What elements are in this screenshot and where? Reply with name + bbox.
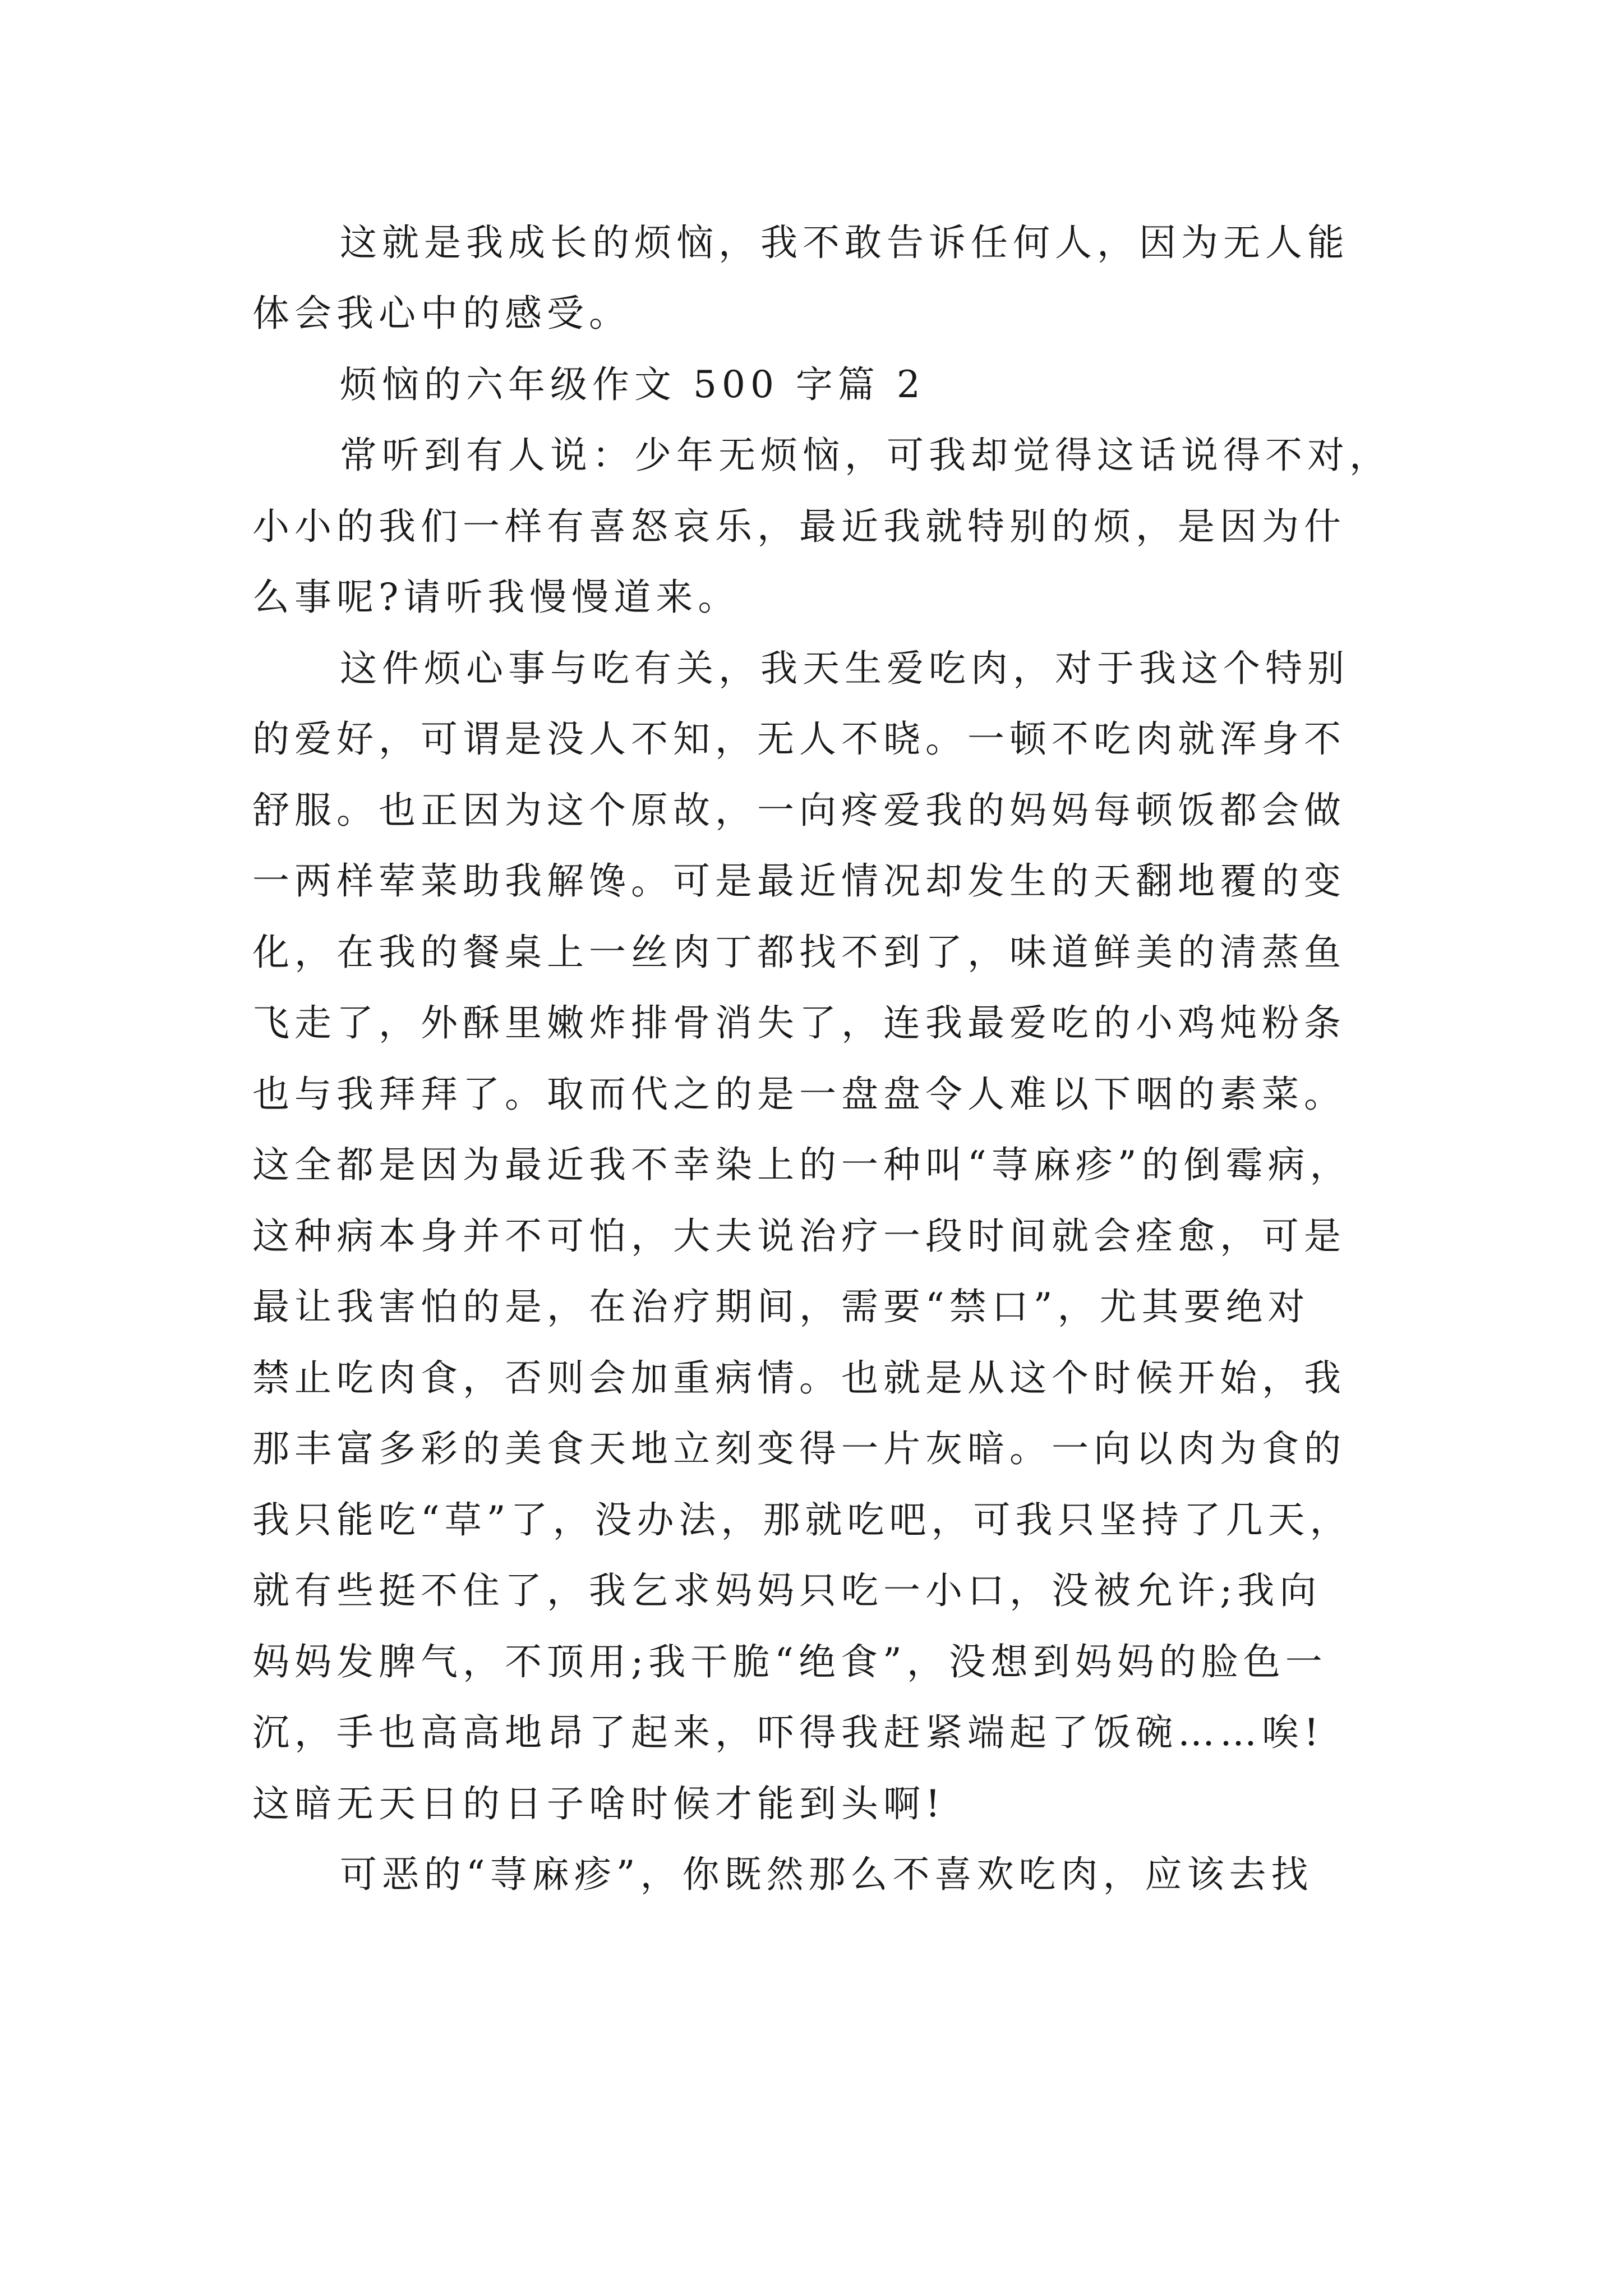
paragraph-3-line-9: 这种病本身并不可怕，大夫说治疗一段时间就会痊愈，可是 bbox=[252, 1214, 1346, 1258]
paragraph-3-line-6: 飞走了，外酥里嫩炸排骨消失了，连我最爱吃的小鸡炖粉条 bbox=[252, 1001, 1346, 1045]
paragraph-4-line-1: 可恶的“荨麻疹”，你既然那么不喜欢吃肉，应该去找 bbox=[340, 1853, 1313, 1896]
paragraph-3-line-3: 舒服。也正因为这个原故，一向疼爱我的妈妈每顿饭都会做 bbox=[252, 789, 1346, 832]
paragraph-2-line-2: 小小的我们一样有喜怒哀乐，最近我就特别的烦，是因为什 bbox=[252, 505, 1346, 548]
paragraph-3-line-7: 也与我拜拜了。取而代之的是一盘盘令人难以下咽的素菜。 bbox=[252, 1073, 1346, 1116]
paragraph-3-line-12: 那丰富多彩的美食天地立刻变得一片灰暗。一向以肉为食的 bbox=[252, 1427, 1346, 1470]
paragraph-3-line-5: 化，在我的餐桌上一丝肉丁都找不到了，味道鲜美的清蒸鱼 bbox=[252, 931, 1346, 974]
paragraph-3-line-13: 我只能吃“草”了，没办法，那就吃吧，可我只坚持了几天， bbox=[252, 1498, 1352, 1542]
paragraph-3-line-16: 沉，手也高高地昂了起来，吓得我赶紧端起了饭碗……唉! bbox=[252, 1711, 1324, 1754]
paragraph-3-line-14: 就有些挺不住了，我乞求妈妈只吃一小口，没被允许;我向 bbox=[252, 1569, 1322, 1612]
paragraph-1-line-1: 这就是我成长的烦恼，我不敢告诉任何人，因为无人能 bbox=[340, 221, 1349, 264]
paragraph-3-line-15: 妈妈发脾气，不顶用;我干脆“绝食”，没想到妈妈的脸色一 bbox=[252, 1640, 1327, 1683]
paragraph-3-line-4: 一两样荤菜助我解馋。可是最近情况却发生的天翻地覆的变 bbox=[252, 859, 1346, 903]
paragraph-2-line-3: 么事呢?请听我慢慢道来。 bbox=[252, 576, 740, 619]
paragraph-3-line-10: 最让我害怕的是，在治疗期间，需要“禁口”，尤其要绝对 bbox=[252, 1285, 1310, 1328]
paragraph-2-line-1: 常听到有人说：少年无烦恼，可我却觉得这话说得不对， bbox=[340, 434, 1391, 477]
paragraph-3-line-2: 的爱好，可谓是没人不知，无人不晓。一顿不吃肉就浑身不 bbox=[252, 717, 1346, 761]
section-heading: 烦恼的六年级作文 500 字篇 2 bbox=[340, 363, 925, 406]
paragraph-3-line-8: 这全都是因为最近我不幸染上的一种叫“荨麻疹”的倒霉病， bbox=[252, 1143, 1352, 1186]
paragraph-3-line-11: 禁止吃肉食，否则会加重病情。也就是从这个时候开始，我 bbox=[252, 1356, 1346, 1400]
paragraph-3-line-17: 这暗无天日的日子啥时候才能到头啊! bbox=[252, 1782, 946, 1825]
paragraph-1-line-2: 体会我心中的感受。 bbox=[252, 292, 631, 335]
paragraph-3-line-1: 这件烦心事与吃有关，我天生爱吃肉，对于我这个特别 bbox=[340, 647, 1349, 690]
